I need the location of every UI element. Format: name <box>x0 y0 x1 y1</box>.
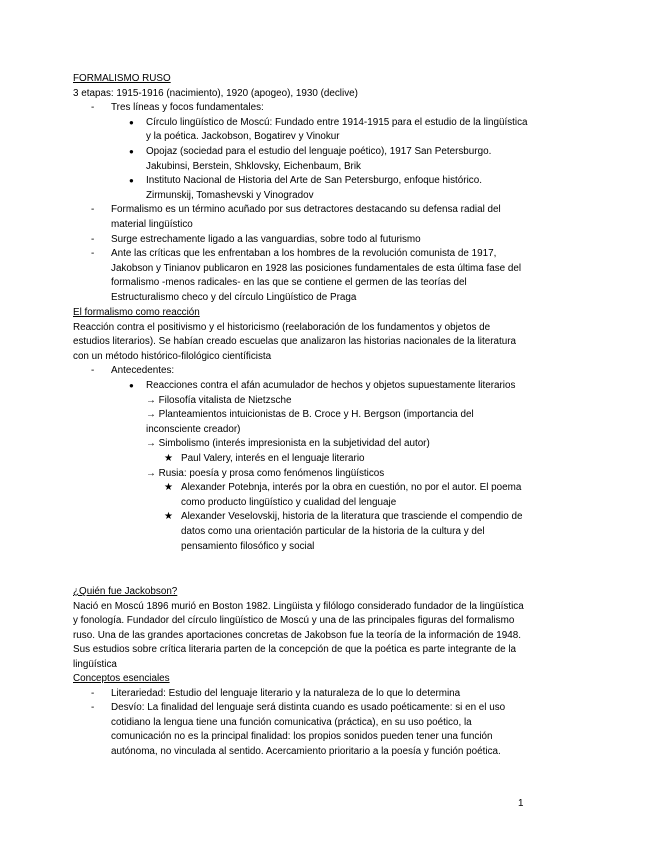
list-item-text: Ante las críticas que les enfrentaban a los hombres de la revolución comunista de 1917, Jakobson y Tinianov publicaron en 1928 las posiciones fundamentales de esta última fase del formalismo -menos radicales- en las que se contiene el germen de las teorías del Estructuralismo checo y del círculo Lingüístico de Praga <box>111 248 522 303</box>
star-icon: ★ <box>164 452 173 464</box>
list-item-text: Desvío: La finalidad del lenguaje será distinta cuando es usado poéticamente: si en el uso cotidiano la lengua tiene una función comunicativa (práctica), en su uso poético, la comunicación no es la principal finalidad: los propios sonidos pueden tener una función autónoma, no vinculada al sentido. Acercamiento prioritario a la poesía y función poética. <box>111 702 506 757</box>
arrow-item: → Filosofía vitalista de Nietzsche <box>146 394 292 406</box>
arrow-item: → Simbolismo (interés impresionista en la subjetividad del autor) <box>146 438 430 450</box>
paragraph: Nació en Moscú 1896 murió en Boston 1982. Lingüista y filólogo considerado fundador de la lingüística y fonología. Fundador del círculo lingüístico de Moscú y una de las principales figuras del formalismo ruso. Una de las grandes aportaciones concretas de Jakobson fue la teoría de la información de 1948. Sus estudios sobre crítica literaria parten de la concepción de que la poética es parte integrante de la lingüística <box>73 600 524 670</box>
list-item <box>73 687 528 702</box>
bullet-list <box>73 364 528 554</box>
list-item <box>73 145 528 174</box>
list-item <box>73 364 528 379</box>
list-item <box>73 510 528 554</box>
list-item-text: Instituto Nacional de Historia del Arte de San Petersburgo, enfoque histórico. Zirmunskij, Tomashevski y Vinogradov <box>146 175 482 201</box>
list-item-text: Paul Valery, interés en el lenguaje literario <box>181 452 365 464</box>
dash-marker: - <box>91 248 95 260</box>
dash-marker: - <box>91 687 95 699</box>
bullet-dot-icon: ● <box>129 380 134 390</box>
section-conceptos <box>73 672 528 760</box>
list-item-text: Tres líneas y focos fundamentales: <box>111 102 264 114</box>
list-item-text: Surge estrechamente ligado a las vanguardias, sobre todo al futurismo <box>111 233 421 245</box>
section-reaccion <box>73 306 528 554</box>
dash-marker: - <box>91 233 95 245</box>
bullet-dot-icon: ● <box>129 146 134 156</box>
list-item-text: Alexander Potebnja, interés por la obra en cuestión, no por el autor. El poema como producto lingüístico y cualidad del lenguaje <box>181 482 522 508</box>
paragraph: Reacción contra el positivismo y el historicismo (reelaboración de los fundamentos y objetos de estudios literarios). Se habían creado escuelas que analizaron las historias nacionales de la literatura con un método histórico-filológico científicista <box>73 321 516 362</box>
list-item <box>73 203 528 232</box>
section-formalismo-ruso <box>73 72 528 306</box>
list-item <box>73 379 528 394</box>
list-item-text: Formalismo es un término acuñado por sus detractores destacando su defensa radial del material lingüístico <box>111 204 501 230</box>
dash-marker: - <box>91 102 95 114</box>
arrow-item: → Planteamientos intuicionistas de B. Croce y H. Bergson (importancia del inconsciente creador) <box>146 409 474 435</box>
star-icon: ★ <box>164 482 173 494</box>
list-item <box>73 233 528 248</box>
paragraph: 3 etapas: 1915-1916 (nacimiento), 1920 (apogeo), 1930 (declive) <box>73 87 358 99</box>
list-item-text: Opojaz (sociedad para el estudio del lenguaje poético), 1917 San Petersburgo. Jakubinsi, Berstein, Shklovsky, Eichenbaum, Brik <box>146 145 492 172</box>
star-icon: ★ <box>164 511 173 523</box>
list-item <box>73 116 528 145</box>
bullet-dot-icon: ● <box>129 176 134 186</box>
page-number: 1 <box>518 798 524 809</box>
dash-marker: - <box>91 702 95 714</box>
list-item-text: Reacciones contra el afán acumulador de hechos y objetos supuestamente literarios <box>146 379 516 391</box>
list-item-text: Alexander Veselovskij, historia de la literatura que trasciende el compendio de datos como una orientación particular de la historia de la cultura y del pensamiento filosófico y social <box>181 511 523 552</box>
arrow-item: → Rusia: poesía y prosa como fenómenos lingüísticos <box>146 467 385 479</box>
bullet-list <box>73 687 528 760</box>
list-item-text: Literariedad: Estudio del lenguaje literario y la naturaleza de lo que lo determina <box>111 687 461 699</box>
list-item <box>73 101 528 116</box>
bullet-dot-icon: ● <box>129 117 134 127</box>
section-title: Conceptos esenciales <box>73 673 170 684</box>
section-title: FORMALISMO RUSO <box>73 73 171 84</box>
dash-marker: - <box>91 365 95 377</box>
dash-marker: - <box>91 204 95 216</box>
list-item <box>73 452 528 467</box>
list-item <box>73 481 528 510</box>
section-title: El formalismo como reacción <box>73 307 200 318</box>
list-item-text: Círculo lingüístico de Moscú: Fundado entre 1914-1915 para el estudio de la lingüística y la poética. Jackobson, Bogatirev y Vinokur <box>146 116 528 143</box>
list-item <box>73 247 528 305</box>
section-jackobson <box>73 585 528 673</box>
bullet-list <box>73 101 528 305</box>
section-title: ¿Quién fue Jackobson? <box>73 586 178 597</box>
list-item <box>73 701 528 759</box>
list-item <box>73 174 528 203</box>
list-item-text: Antecedentes: <box>111 365 175 377</box>
